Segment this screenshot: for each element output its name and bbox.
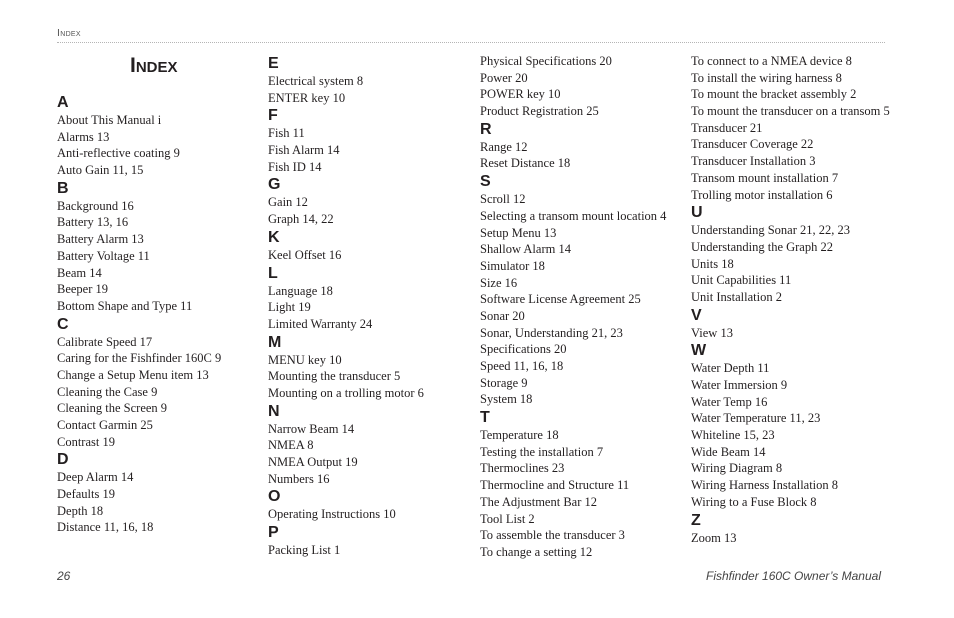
index-entry: Contrast 19 (57, 434, 115, 449)
index-entry: Storage 9 (480, 375, 528, 390)
index-letter-heading: E (268, 55, 279, 72)
page-title: Index (130, 54, 178, 77)
index-entry: ENTER key 10 (268, 90, 346, 105)
index-letter-heading: L (268, 264, 278, 282)
index-entry: Scroll 12 (480, 192, 526, 207)
index-entry: Caring for the Fishfinder 160C 9 (57, 351, 222, 366)
index-entry: Testing the installation 7 (480, 444, 604, 459)
index-entry: Narrow Beam 14 (268, 421, 355, 436)
index-entry: Size 16 (480, 275, 518, 290)
index-entry: Sonar, Understanding 21, 23 (480, 325, 623, 340)
index-entry: NMEA Output 19 (268, 455, 358, 469)
index-entry: Transducer 21 (691, 120, 763, 135)
index-entry: Alarms 13 (57, 129, 110, 144)
index-entry: Specifications 20 (480, 342, 567, 357)
index-entry: Speed 11, 16, 18 (480, 359, 564, 373)
index-letter-heading: G (268, 176, 281, 194)
index-entry: Auto Gain 11, 15 (57, 163, 144, 178)
index-entry: Contact Garmin 25 (57, 418, 153, 432)
index-entry: Operating Instructions 10 (268, 507, 396, 522)
index-entry: To install the wiring harness 8 (691, 70, 842, 85)
index-entry: Reset Distance 18 (480, 156, 571, 171)
index-entry: Unit Capabilities 11 (691, 273, 792, 288)
index-entry: To mount the transducer on a transom 5 (691, 104, 890, 119)
index-entry: Tool List 2 (480, 511, 535, 526)
index-entry: Mounting on a trolling motor 6 (268, 385, 424, 400)
index-entry: Limited Warranty 24 (268, 316, 373, 331)
index-letter-heading: R (480, 120, 492, 138)
index-entry: Wiring Diagram 8 (691, 461, 783, 476)
index-entry: Water Immersion 9 (691, 378, 788, 392)
index-entry: Understanding the Graph 22 (691, 239, 833, 254)
index-entry: Calibrate Speed 17 (57, 334, 153, 349)
index-letter-heading: S (480, 173, 491, 191)
index-entry: Water Depth 11 (691, 361, 770, 376)
index-entry: Mounting the transducer 5 (268, 369, 401, 384)
index-entry: Transducer Coverage 22 (691, 137, 814, 152)
index-letter-heading: P (268, 524, 279, 542)
index-entry: Graph 14, 22 (268, 212, 334, 227)
index-letter-heading: A (57, 94, 69, 111)
index-entry: Fish ID 14 (268, 159, 322, 174)
index-column-1 (57, 93, 221, 536)
index-letter-heading: W (691, 342, 707, 360)
index-entry: NMEA 8 (268, 438, 314, 453)
index-entry: Gain 12 (268, 195, 308, 210)
index-entry: Battery Alarm 13 (57, 232, 144, 247)
index-entry: Transducer Installation 3 (691, 154, 816, 169)
index-entry: Zoom 13 (691, 530, 737, 545)
index-column-3 (480, 53, 666, 561)
index-entry: Background 16 (57, 198, 134, 213)
index-entry: About This Manual i (57, 113, 162, 127)
index-entry: Simulator 18 (480, 258, 545, 273)
index-entry: POWER key 10 (480, 87, 561, 102)
index-entry: Cleaning the Screen 9 (57, 401, 168, 416)
index-entry: Software License Agreement 25 (480, 292, 641, 307)
index-entry: Wide Beam 14 (691, 444, 766, 459)
index-entry: Trolling motor installation 6 (691, 187, 833, 202)
running-head: Index (57, 27, 81, 39)
index-entry: Distance 11, 16, 18 (57, 520, 154, 535)
index-letter-heading: U (691, 204, 703, 222)
index-entry: Whiteline 15, 23 (691, 428, 775, 443)
index-letter-heading: F (268, 107, 278, 125)
index-letter-heading: T (480, 409, 490, 427)
index-entry: The Adjustment Bar 12 (480, 494, 597, 509)
index-letter-heading: K (268, 228, 280, 246)
index-entry: To connect to a NMEA device 8 (691, 54, 852, 68)
index-entry: Wiring Harness Installation 8 (691, 478, 839, 493)
index-entry: Numbers 16 (268, 471, 330, 486)
index-entry: Depth 18 (57, 503, 104, 518)
index-entry: Fish Alarm 14 (268, 143, 340, 158)
index-entry: Selecting a transom mount location 4 (480, 208, 667, 223)
index-column-4 (691, 53, 890, 546)
index-column-2 (268, 54, 424, 559)
index-entry: Physical Specifications 20 (480, 54, 612, 68)
page-number: 26 (57, 569, 71, 583)
index-entry: Fish 11 (268, 126, 305, 141)
index-entry: Range 12 (480, 139, 528, 154)
index-entry: System 18 (480, 392, 533, 407)
index-entry: Battery 13, 16 (57, 215, 129, 230)
index-entry: Beam 14 (57, 265, 102, 280)
index-entry: To change a setting 12 (480, 544, 593, 559)
header-rule (57, 42, 885, 43)
index-letter-heading: Z (691, 511, 701, 529)
index-letter-heading: V (691, 306, 702, 324)
index-letter-heading: N (268, 402, 280, 420)
index-entry: Electrical system 8 (268, 74, 364, 88)
index-letter-heading: B (57, 179, 69, 197)
index-entry: Defaults 19 (57, 487, 115, 502)
index-entry: Unit Installation 2 (691, 289, 782, 304)
index-letter-heading: D (57, 451, 69, 469)
index-entry: Anti-reflective coating 9 (57, 146, 180, 161)
index-entry: To assemble the transducer 3 (480, 528, 625, 543)
index-entry: MENU key 10 (268, 352, 342, 367)
index-entry: Thermocline and Structure 11 (480, 478, 630, 493)
index-entry: Deep Alarm 14 (57, 470, 134, 485)
index-entry: Setup Menu 13 (480, 225, 557, 240)
manual-title: Fishfinder 160C Owner’s Manual (706, 569, 881, 583)
index-entry: Understanding Sonar 21, 22, 23 (691, 223, 851, 238)
index-entry: Transom mount installation 7 (691, 170, 839, 185)
index-entry: Units 18 (691, 256, 734, 271)
index-entry: Battery Voltage 11 (57, 248, 150, 263)
index-entry: Water Temperature 11, 23 (691, 411, 821, 426)
index-entry: Thermoclines 23 (480, 461, 565, 476)
index-letter-heading: C (57, 315, 69, 333)
index-entry: Water Temp 16 (691, 394, 768, 409)
index-entry: Change a Setup Menu item 13 (57, 367, 209, 382)
index-entry: Cleaning the Case 9 (57, 384, 158, 399)
index-entry: Temperature 18 (480, 428, 559, 443)
index-entry: Power 20 (480, 70, 528, 85)
index-entry: To mount the bracket assembly 2 (691, 87, 857, 102)
index-letter-heading: M (268, 333, 282, 351)
index-entry: Sonar 20 (480, 308, 525, 323)
index-entry: Packing List 1 (268, 543, 341, 558)
index-entry: Keel Offset 16 (268, 247, 342, 262)
index-entry: Product Registration 25 (480, 104, 599, 119)
index-entry: Light 19 (268, 300, 311, 315)
index-entry: Shallow Alarm 14 (480, 242, 571, 257)
index-letter-heading: O (268, 488, 281, 506)
index-entry: Language 18 (268, 283, 333, 298)
index-entry: Beeper 19 (57, 282, 109, 297)
index-entry: Bottom Shape and Type 11 (57, 298, 193, 313)
index-entry: View 13 (691, 325, 733, 340)
index-entry: Wiring to a Fuse Block 8 (691, 494, 817, 509)
